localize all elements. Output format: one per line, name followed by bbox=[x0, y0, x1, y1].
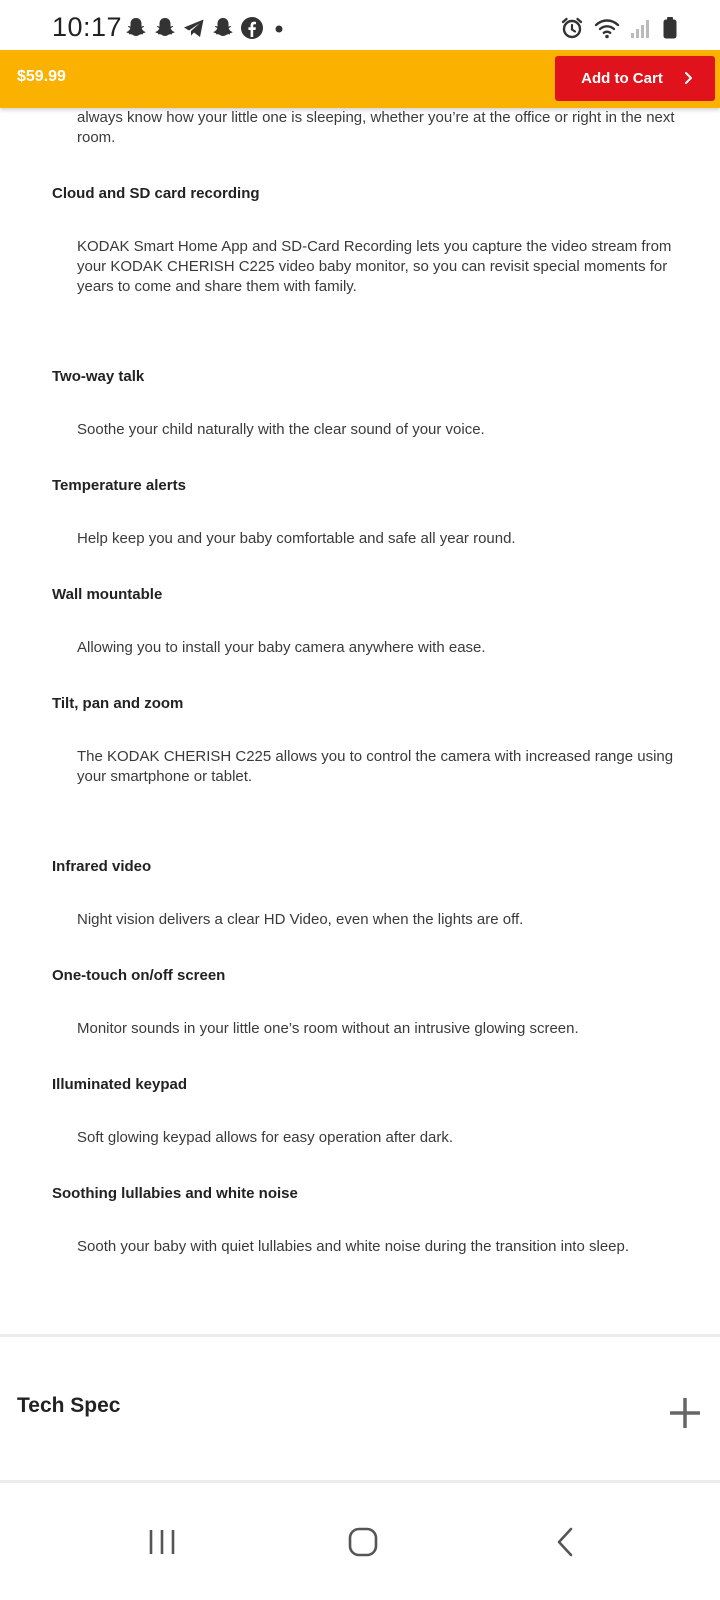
facebook-icon bbox=[240, 16, 264, 40]
add-to-cart-button[interactable] bbox=[555, 56, 715, 101]
feature-title: Illuminated keypad bbox=[52, 1076, 188, 1093]
telegram-icon bbox=[182, 16, 206, 40]
feature-description: Help keep you and your baby comfortable and safe all year round. bbox=[77, 530, 516, 547]
notification-icons bbox=[124, 16, 289, 40]
snapchat-icon bbox=[124, 16, 148, 40]
feature-title: Soothing lullabies and white noise bbox=[52, 1185, 298, 1202]
feature-description: Night vision delivers a clear HD Video, even when the lights are off. bbox=[77, 911, 524, 928]
feature-description: Soothe your child naturally with the clear sound of your voice. bbox=[77, 421, 485, 438]
feature-description: KODAK Smart Home App and SD-Card Recording lets you capture the video stream from your KODAK CHERISH C225 video baby monitor, so you can revisit special moments for years to come and share them with family. bbox=[77, 238, 672, 295]
feature-description: Soft glowing keypad allows for easy operation after dark. bbox=[77, 1129, 454, 1146]
back-icon bbox=[554, 1526, 576, 1558]
status-time: 10:17 bbox=[52, 12, 123, 42]
feature-title: Cloud and SD card recording bbox=[52, 185, 260, 202]
feature-description: The KODAK CHERISH C225 allows you to control the camera with increased range using your smartphone or tablet. bbox=[77, 748, 674, 785]
navigation-bar bbox=[0, 1484, 720, 1600]
feature-description: Sooth your baby with quiet lullabies and white noise during the transition into sleep. bbox=[77, 1238, 630, 1255]
snapchat-icon bbox=[211, 16, 235, 40]
section-divider bbox=[0, 1480, 720, 1483]
feature-title: Infrared video bbox=[52, 858, 152, 875]
add-to-cart-label: Add to Cart bbox=[581, 70, 663, 87]
recent-apps-icon bbox=[147, 1528, 177, 1556]
product-price: $59.99 bbox=[17, 68, 66, 85]
section-divider bbox=[0, 1334, 720, 1337]
wifi-icon bbox=[594, 16, 620, 40]
snapchat-icon bbox=[153, 16, 177, 40]
feature-description: Monitor sounds in your little one’s room without an intrusive glowing screen. bbox=[77, 1020, 579, 1037]
feature-description: Allowing you to install your baby camera anywhere with ease. bbox=[77, 639, 486, 656]
home-button[interactable] bbox=[303, 1484, 423, 1600]
sticky-purchase-bar bbox=[0, 50, 720, 108]
feature-title: Wall mountable bbox=[52, 586, 163, 603]
battery-icon bbox=[662, 16, 678, 40]
feature-title: Tilt, pan and zoom bbox=[52, 695, 184, 712]
recent-apps-button[interactable] bbox=[102, 1484, 222, 1600]
chevron-right-icon bbox=[683, 71, 693, 85]
home-icon bbox=[347, 1526, 379, 1558]
status-bar bbox=[0, 0, 720, 52]
feature-title: Two-way talk bbox=[52, 368, 145, 385]
intro-text-fragment: always know how your little one is sleeping, whether you’re at the office or right in the next room. bbox=[77, 109, 675, 146]
feature-title: One-touch on/off screen bbox=[52, 967, 226, 984]
dot-icon bbox=[269, 16, 289, 40]
signal-icon bbox=[630, 16, 652, 40]
back-button[interactable] bbox=[505, 1484, 625, 1600]
tech-spec-heading: Tech Spec bbox=[17, 1394, 121, 1417]
system-icons bbox=[560, 16, 678, 40]
plus-icon[interactable] bbox=[668, 1396, 702, 1430]
alarm-icon bbox=[560, 16, 584, 40]
feature-title: Temperature alerts bbox=[52, 477, 186, 494]
